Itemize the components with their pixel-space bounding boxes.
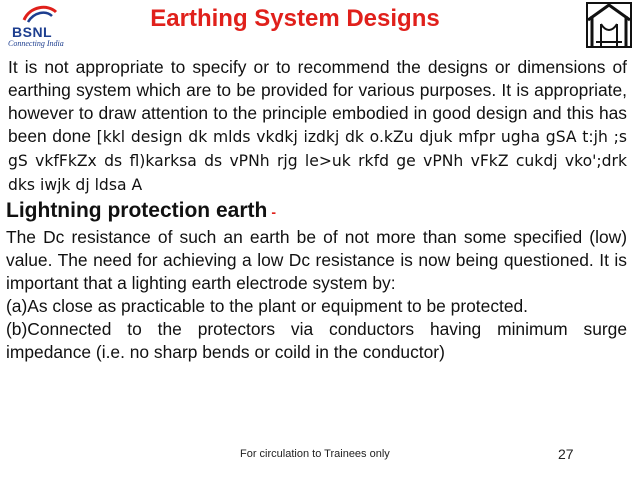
- logo-text: BSNL: [12, 24, 53, 40]
- slide-header: [0, 0, 638, 52]
- heading-dash: -: [271, 204, 276, 220]
- circulation-note: For circulation to Trainees only: [240, 448, 390, 460]
- intro-english-text: It is not appropriate to specify or to recommend the designs or dimensions of earthing system which are to be provided for various purposes. It is appropriate, however to draw attention to the principle embodied in good design and this has been done: [8, 57, 627, 146]
- section-heading: [0, 197, 630, 226]
- intro-devanagari-text: [kkl design dk mlds vkdkj izdkj dk o.kZu djuk mfpr ugha gSA t:jh ;s gS vkfFkZx ds fl)karksa ds vPNh rjg le>uk rkfd ge vPNh vFkZ cukdj vko';drk dks iwjk dj ldsa A: [8, 128, 627, 194]
- resistance-paragraph: The Dc resistance of such an earth be of not more than some specified (low) value. The need for achieving a low Dc resistance is now being questioned. It is important that a lighting earth electrode system by:: [6, 227, 627, 293]
- list-item-b: (b)Connected to the protectors via conductors having minimum surge impedance (i.e. no sharp bends or coild in the conductor): [6, 319, 627, 362]
- page-title: Earthing System Designs: [150, 5, 440, 32]
- slide-body: [0, 56, 630, 364]
- intro-paragraph: [0, 56, 630, 197]
- page-number: 27: [558, 446, 574, 462]
- list-item-a: (a)As close as practicable to the plant or equipment to be protected.: [6, 296, 529, 316]
- logo-tagline: Connecting India: [8, 39, 64, 48]
- heading-text: Lightning protection earth: [6, 199, 268, 222]
- institute-emblem-icon: [586, 2, 632, 48]
